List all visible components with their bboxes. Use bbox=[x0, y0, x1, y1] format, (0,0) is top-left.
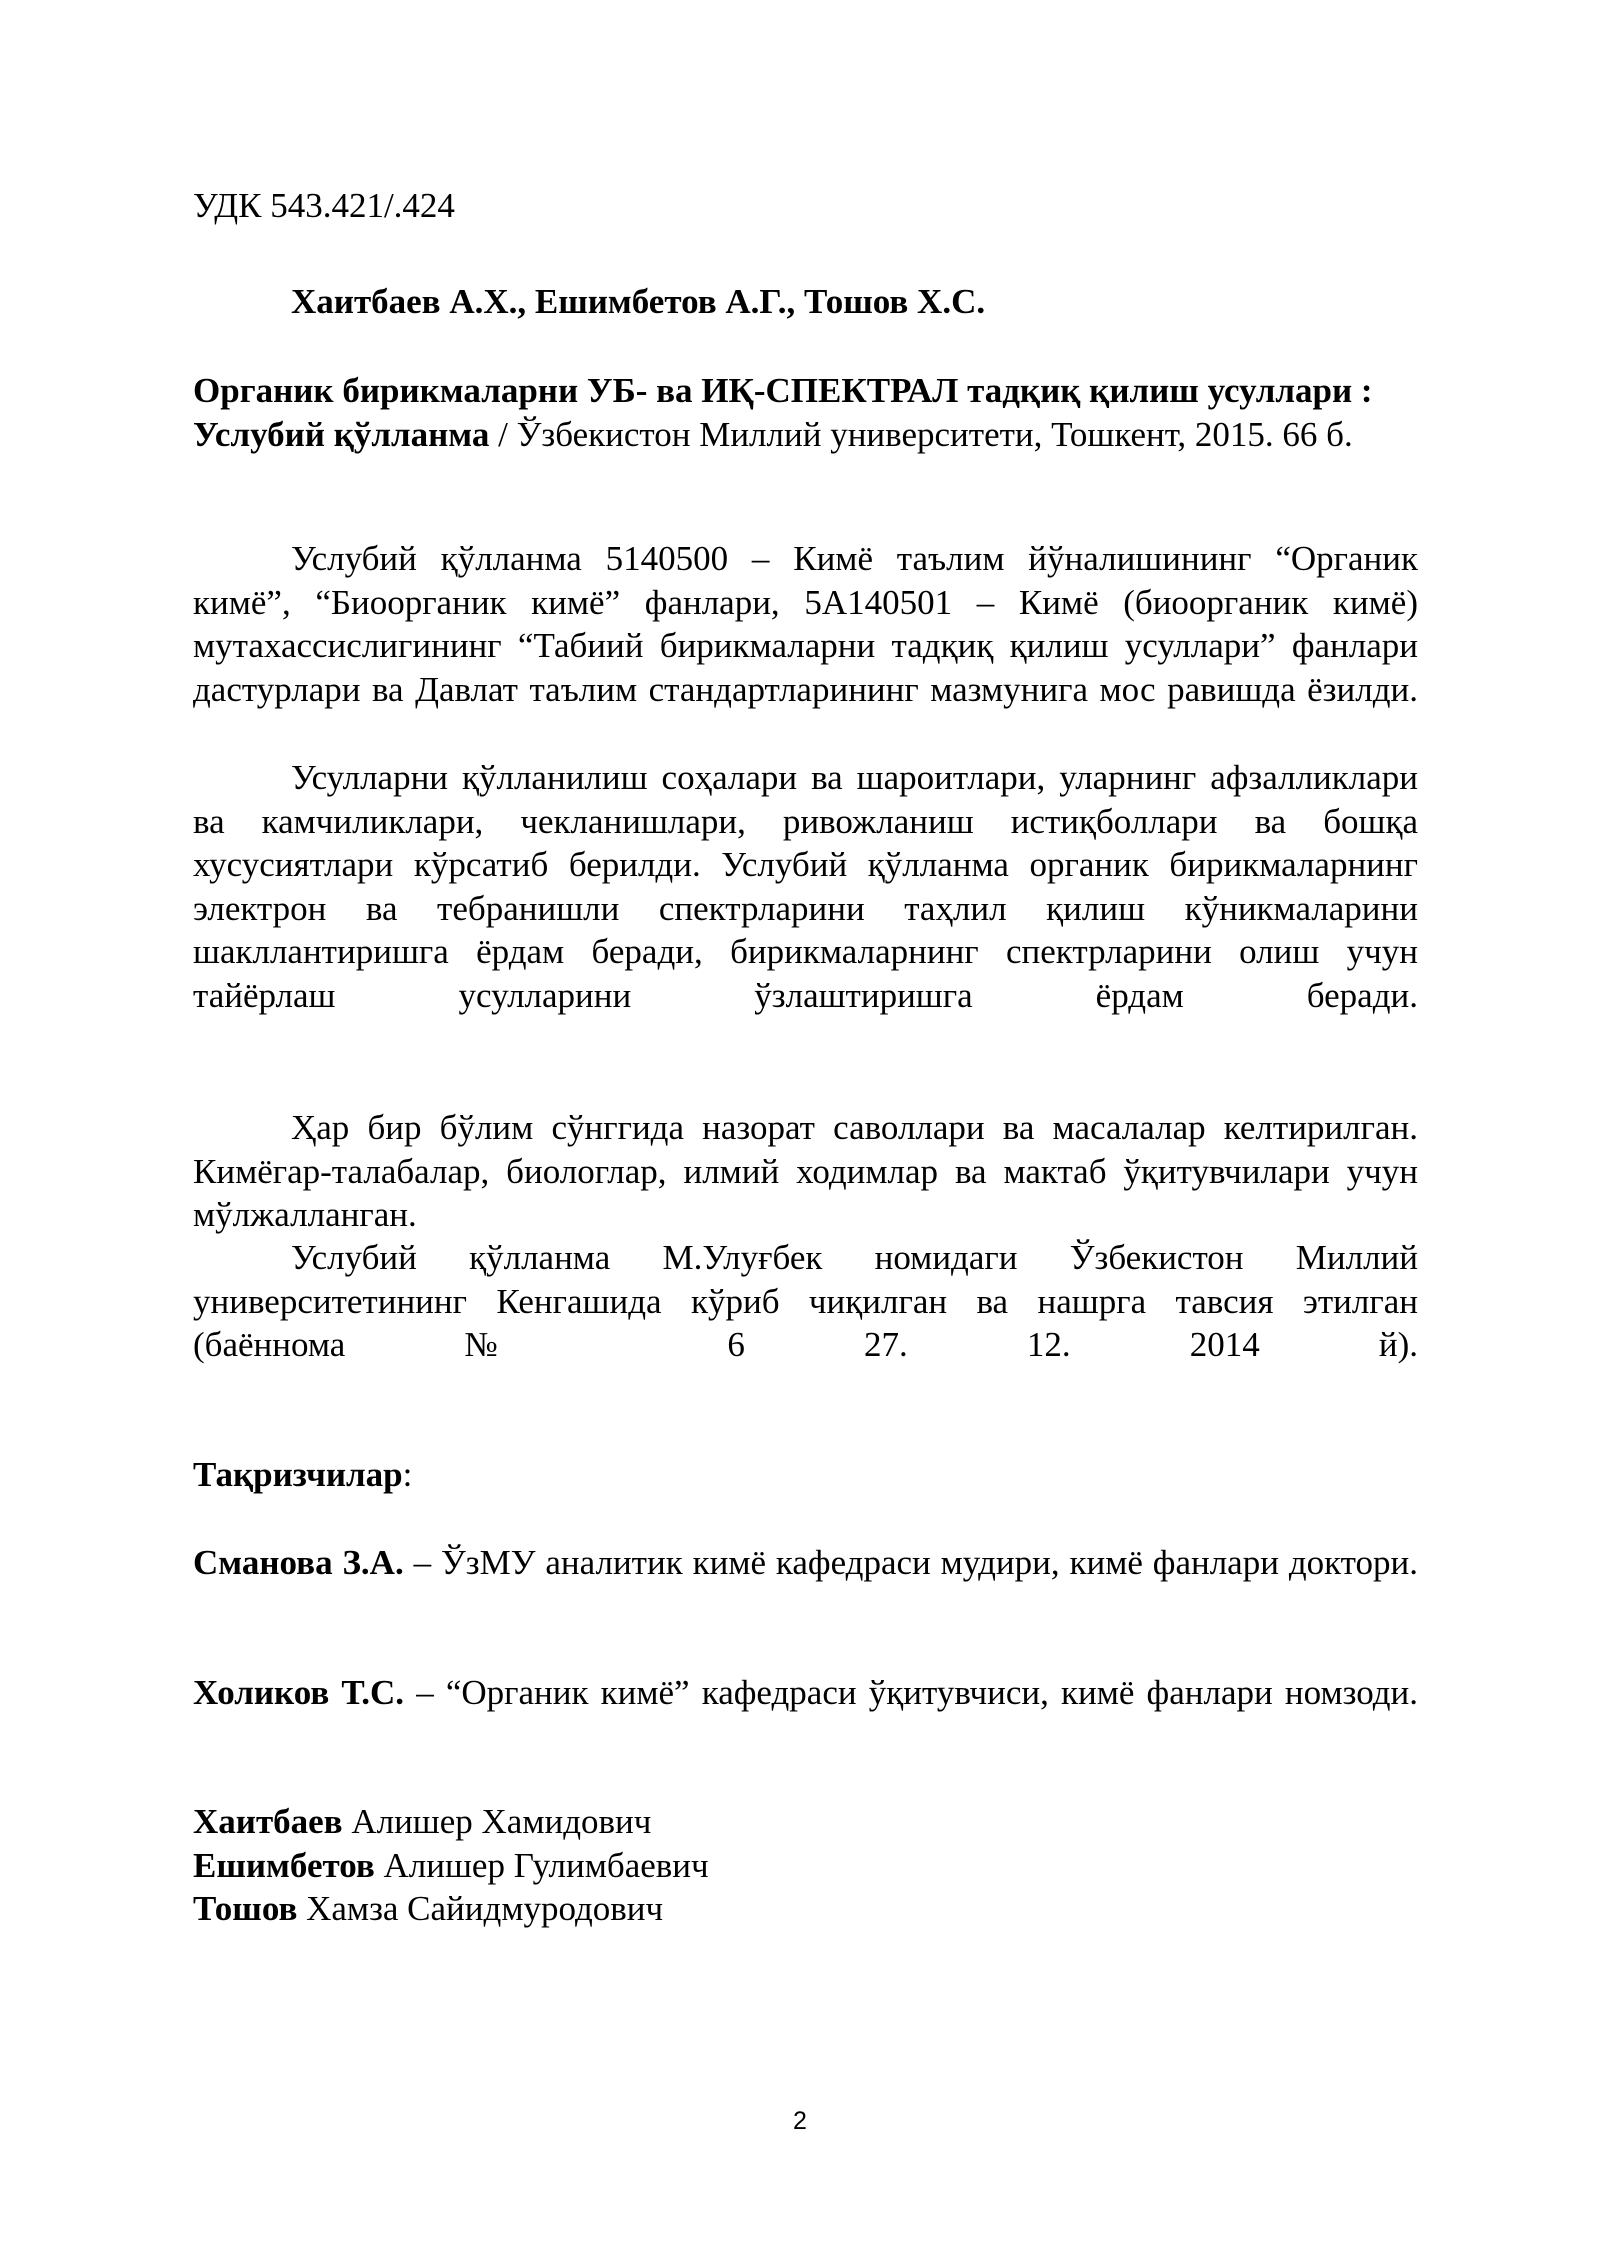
author-full-name-3 bbox=[193, 1887, 1418, 1931]
annotation-paragraph-3-text: Ҳар бир бўлим сўнггида назорат саволлари ва масалалар келтирилган. Кимёгар-талабалар, биологлар, илмий ходимлар ва мактаб ўқитувчилари учун мўлжалланган. bbox=[193, 1108, 1418, 1234]
reviewers-heading-colon: : bbox=[402, 1455, 413, 1494]
reviewer-1-name: Сманова З.А. bbox=[193, 1543, 404, 1582]
reviewer-2-description: – “Органик кимё” кафедраси ўқитувчиси, кимё фанлари номзоди. bbox=[404, 1673, 1418, 1712]
page-number: 2 bbox=[793, 2107, 807, 2135]
reviewer-2 bbox=[193, 1671, 1418, 1715]
annotation-paragraph-2-text: Усулларни қўлланилиш соҳалари ва шароитлари, уларнинг афзалликлари ва камчиликлари, чекланишлари, ривожланиш истиқболлари ва бошқа хусусиятлари кўрсатиб берилди. Услубий қўлланма органик бирикмаларнинг электрон ва тебранишли спектрларини таҳлил қилиш кўникмаларини шакллантиришга ёрдам беради, бирикмаларнинг спектрларини олиш учун тайёрлаш усулларини ўзлаштиришга ёрдам беради. bbox=[193, 758, 1418, 1015]
author-full-name-1 bbox=[193, 1800, 1418, 1844]
title-bold: Органик бирикмаларни УБ- ва ИҚ-СПЕКТРАЛ тадқиқ қилиш усуллари : Услубий қўлланма bbox=[193, 371, 1373, 454]
author-1-given-names: Алишер Хамидович bbox=[342, 1802, 652, 1841]
author-full-name-2 bbox=[193, 1844, 1418, 1888]
reviewer-1-description: – ЎзМУ аналитик кимё кафедраси мудири, кимё фанлари доктори. bbox=[403, 1543, 1418, 1582]
annotation-paragraph-4-text: Услубий қўлланма М.Улуғбек номидаги Ўзбекистон Миллий университетининг Кенгашида кўриб чиқилган ва нашрга тавсия этилган (баённома № 6 27. 12. 2014 й). bbox=[193, 1238, 1418, 1364]
udk-code: УДК 543.421/.424 bbox=[193, 186, 455, 225]
annotation-paragraph-4 bbox=[193, 1236, 1418, 1367]
author-3-surname: Тошов bbox=[193, 1889, 298, 1928]
reviewer-1 bbox=[193, 1541, 1418, 1585]
author-3-given-names: Хамза Сайидмуродович bbox=[297, 1889, 664, 1928]
reviewers-heading bbox=[193, 1453, 1418, 1497]
authors-full-names bbox=[193, 1800, 1418, 1931]
reviewers-heading-text: Тақризчилар bbox=[193, 1455, 403, 1494]
annotation-paragraph-2 bbox=[193, 756, 1418, 1017]
author-2-given-names: Алишер Гулимбаевич bbox=[374, 1845, 709, 1885]
author-1-surname: Хаитбаев bbox=[193, 1802, 343, 1841]
reviewer-2-name: Холиков Т.С. bbox=[193, 1673, 405, 1712]
bibliographic-title bbox=[193, 369, 1418, 456]
author-2-surname: Ешимбетов bbox=[193, 1845, 375, 1885]
authors-line: Хаитбаев А.Х., Ешимбетов А.Г., Тошов Х.С. bbox=[291, 282, 986, 321]
title-publication-info: / Ўзбекистон Миллий университети, Тошкент, 2015. 66 б. bbox=[489, 414, 1353, 454]
annotation-paragraph-1 bbox=[193, 537, 1418, 711]
annotation-paragraph-3 bbox=[193, 1106, 1418, 1237]
annotation-paragraph-1-text: Услубий қўлланма 5140500 – Кимё таълим йўналишининг “Органик кимё”, “Биоорганик кимё” фанлари, 5А140501 – Кимё (биоорганик кимё) мутахассислигининг “Табиий бирикмаларни тадқиқ қилиш усуллари” фанлари дастурлари ва Давлат таълим стандартларининг мазмунига мос равишда ёзилди. bbox=[193, 539, 1418, 709]
